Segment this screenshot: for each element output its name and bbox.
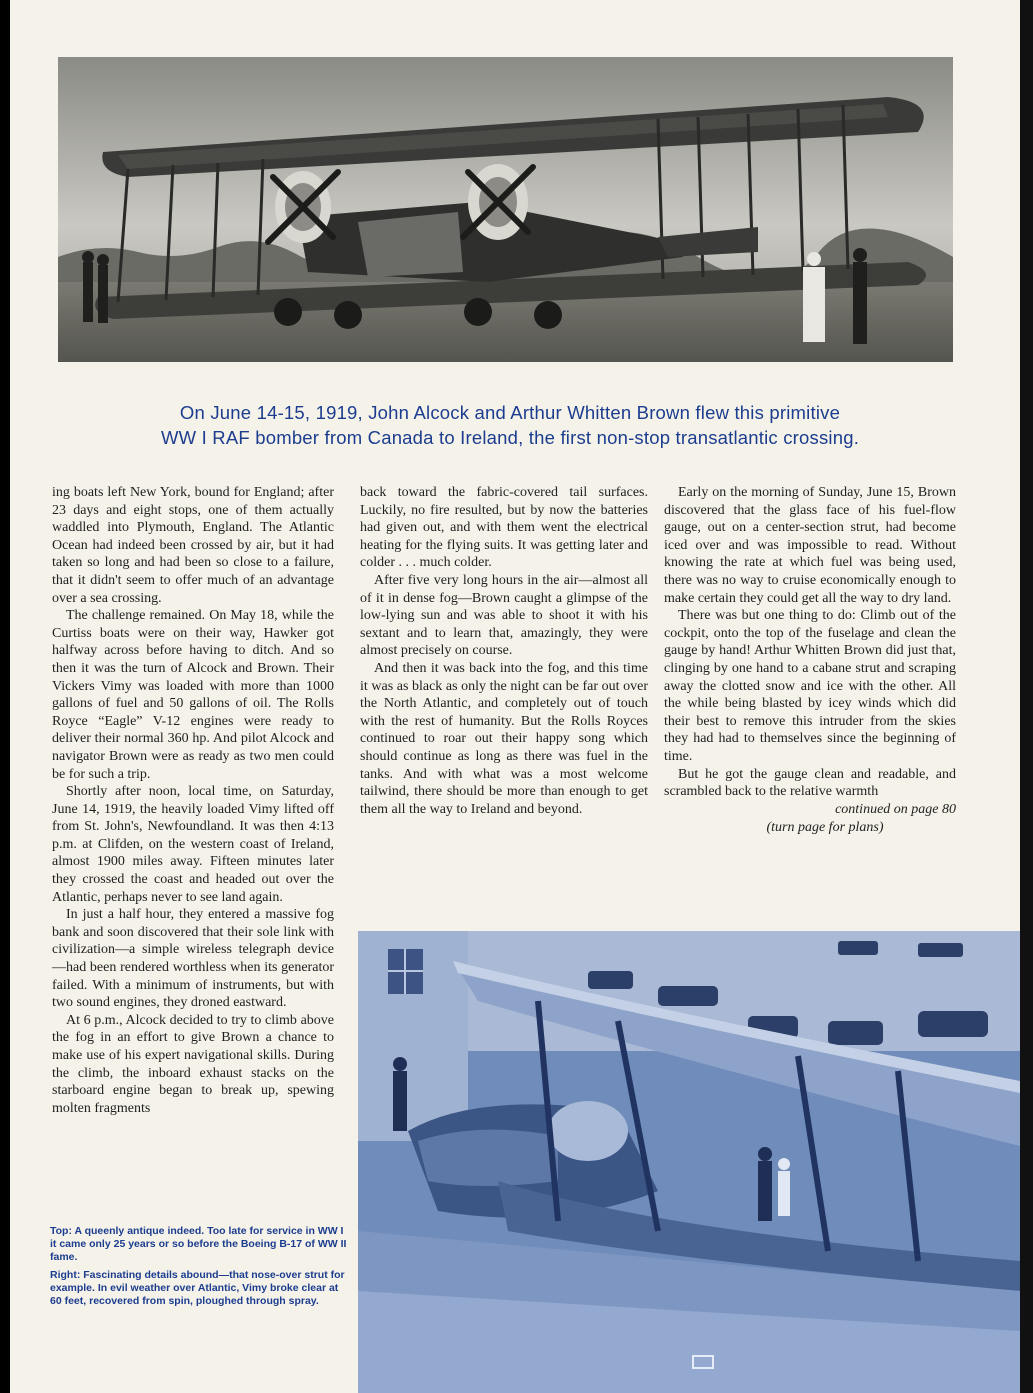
paragraph: Early on the morning of Sunday, June 15, Brown discovered that the glass face of his fuel-flow gauge, out on a center-section strut, had become iced over and was impossible to read. Without knowing the rate at which fuel was being used, there was no way to cruise economically enough to make certain they could get all the way to dry land. — [664, 485, 956, 606]
turn-page-note: (turn page for plans) — [766, 820, 884, 836]
vimy-biplane-photo — [58, 57, 953, 362]
paragraph: After five very long hours in the air—almost all of it in dense fog—Brown caught a glimpse of the low-lying sun and was able to shoot it with his sextant and to learn that, amazingly, they were almost precisely on course. — [360, 572, 648, 659]
caption-line-2: WW I RAF bomber from Canada to Ireland, the first non-stop transatlantic crossing. — [160, 427, 860, 448]
paragraph: In just a half hour, they entered a massive fog bank and soon discovered that their sole link with civilization—a simple wireless telegraph device—had been rendered worthless when its generator failed. With a minimum of instruments, but with two sound engines, they droned eastward. — [52, 907, 334, 1011]
caption-right-photo: Right: Fascinating details abound—that nose-over strut for example. In evil weather over Atlantic, Vimy broke clear at 60 feet, recovered from spin, ploughed through spray. — [50, 1269, 345, 1307]
paragraph: Shortly after noon, local time, on Saturday, June 14, 1919, the heavily loaded Vimy lifted off from St. John's, Newfoundland. It was then 4:13 p.m. at Clifden, on the western coast of Ireland, almost 1900 miles away. Fifteen minutes later they crossed the coast and headed out over the Atlantic, perhaps never to see land again. — [52, 784, 334, 905]
caption-top-photo: Top: A queenly antique indeed. Too late for service in WW I it came only 25 years or so before the Boeing B-17 of WW II fame. — [50, 1225, 347, 1263]
paragraph: The challenge remained. On May 18, while the Curtiss boats were on their way, Hawker got halfway across before having to ditch. And so then it was the turn of Alcock and Brown. Their Vickers Vimy was loaded with more than 1000 gallons of fuel and 50 gallons of oil. The Rolls Royce “Eagle” V-12 engines were ready to deliver their normal 360 hp. And pilot Alcock and navigator Brown were as ready as two men could be for such a trip. — [52, 608, 334, 782]
paragraph: And then it was back into the fog, and this time it was as black as only the night can be far out over the North Atlantic, and completely out of touch with the rest of humanity. But the Rolls Royces continued to roar out their happy song which should continue as long as there was fuel in the tanks. And with what was a most welcome tailwind, there should be more than enough to get them all the way to Ireland and beyond. — [360, 660, 648, 817]
paragraph: ing boats left New York, bound for England; after 23 days and eight stops, one of them actually waddled into Plymouth, England. The Atlantic Ocean had indeed been crossed by air, but it had taken so long and had been so close to a failure, that it didn't seem to offer much of an advantage over a sea crossing. — [52, 485, 334, 606]
page-edge — [1020, 0, 1033, 1393]
text-column-2 — [360, 484, 648, 818]
paragraph: At 6 p.m., Alcock decided to try to climb above the fog in an effort to give Brown a chance to make use of his expert navigational skills. During the climb, the inboard exhaust stacks on the starboard engine began to break up, spewing molten fragments — [52, 1012, 334, 1116]
magazine-page — [10, 0, 1020, 1393]
paragraph: There was but one thing to do: Climb out of the cockpit, onto the top of the fuselage and clean the gauge by hand! Arthur Whitten Brown did just that, clinging by one hand to a cabane strut and scraping away the clotted snow and ice with the other. All the while being blasted by icey winds which did their best to remove this intruder from the skies they had had to themselves since the beginning of time. — [664, 608, 956, 764]
text-column-3 — [664, 484, 956, 837]
caption-line-1: On June 14-15, 1919, John Alcock and Arthur Whitten Brown flew this primitive — [179, 402, 841, 423]
photo-caption — [70, 400, 950, 450]
continued-note: continued on page 80 — [835, 801, 956, 817]
paragraph: back toward the fabric-covered tail surfaces. Luckily, no fire resulted, but by now the batteries had given out, and with them went the electrical heating for the flying suits. It was getting later and colder . . . much colder. — [360, 485, 648, 571]
text-column-1 — [52, 484, 334, 1117]
photo-captions — [50, 1225, 350, 1313]
paragraph: But he got the gauge clean and readable, and scrambled back to the relative warmth — [664, 766, 956, 800]
vimy-detail-photo — [358, 931, 1020, 1393]
